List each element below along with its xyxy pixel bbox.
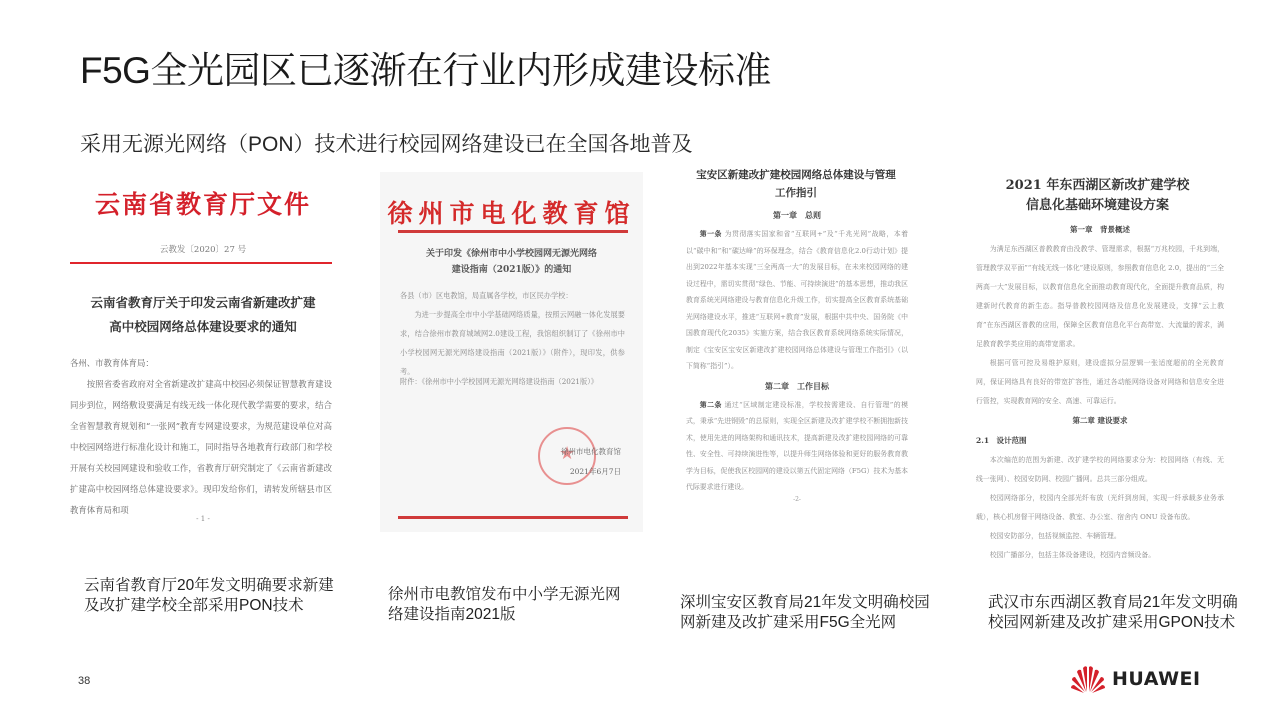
doc-salutation: 各州、市教育体育局：: [70, 358, 154, 368]
doc-chapter-heading: 第一章 背景概述: [1070, 225, 1130, 234]
doc-paragraph: 根据可管可控及易维护原则，建设虚拟分层逻辑一张适度超前的全光教育网，保证网络具有良好的带宽扩容性，通过各动能网络设备对网络和信息安全进行管控，实现教育网的安全、高速、可靠运行。: [976, 359, 1224, 405]
doc-paragraph: 校园安防部分，包括视频监控、车辆管理。: [989, 532, 1121, 540]
red-rule-divider-bottom: [398, 516, 628, 519]
doc-chapter-heading: 第一章 总则: [773, 210, 821, 220]
caption-yunnan: 云南省教育厅20年发文明确要求新建 及改扩建学校全部采用PON技术: [84, 577, 334, 614]
doc-paragraph: 为进一步提高全市中小学基础网络质量，按照云网融一体化发展要求，结合徐州市教育城域网2.0建设工程，我馆组织制订了《徐州市中小学校园网无源光网络建设指南（2021版）》（附件），现印发，供参考。: [400, 310, 625, 376]
slide-title: F5G全光园区已逐渐在行业内形成建设标准: [80, 50, 771, 91]
doc-attachment: 附件：《徐州市中小学校园网无源光网络建设指南（2021版）》: [400, 377, 598, 386]
doc-title: 云南省教育厅关于印发云南省新建改扩建 高中校园网络总体建设要求的通知: [90, 295, 316, 334]
caption-dongxihu: 武汉市东西湖区教育局21年发文明确 校园网新建及改扩建采用GPON技术: [988, 594, 1238, 631]
red-rule-divider: [70, 262, 332, 264]
page-number: 38: [78, 675, 91, 687]
doc-page-number: -2-: [793, 495, 801, 503]
document-image-dongxihu: [960, 170, 1235, 560]
doc-title: 关于印发《徐州市中小学校园网无源光网络 建设指南（2021版）》的通知: [425, 249, 597, 275]
doc-body: [976, 220, 1224, 560]
doc-paragraph: 第一条 为贯彻落实国家和省“互联网+”及“千兆光网”战略，本着以“碳中和”和“碳达峰”的环保理念，结合《教育信息化2.0行动计划》提出到2022年基本实现“三全两高一大”的发展目标，在未来校园网络的建设过程中，需切实贯彻“绿色、节能、可持续演进”的基本思想，推动我区教育系统光网络建设与教育信息化升级工作，切实提高全区教育系统基础光网络建设水平，推进“互联网+教育”发展，根据中共中央、国务院《中国教育现代化2035》实施方案，结合我区教育系统网络系统实际情况，制定《宝安区宝安区新建改扩建校园网络总体建设与管理工作指引》（以下简称“指引”）。: [686, 230, 908, 370]
doc-paragraph: 校园广播部分，包括主体设备建设，校园内音频设备。: [989, 551, 1156, 559]
doc-chapter-heading: 第二章 工作目标: [765, 380, 829, 391]
doc-title: 2021 年东西湖区新改扩建学校 信息化基础环境建设方案: [1005, 178, 1190, 213]
brand-name: HUAWEI: [1112, 668, 1201, 690]
caption-xuzhou: 徐州市电教馆发布中小学无源光网 络建设指南2021版: [388, 586, 621, 623]
doc-title: 宝安区新建改扩建校园网络总体建设与管理 工作指引: [696, 169, 896, 199]
document-image-baoan: [676, 160, 916, 535]
doc-chapter-heading: 第二章 建设要求: [1072, 416, 1128, 425]
huawei-petal-icon: [1070, 664, 1106, 694]
doc-header: 云南省教育厅文件: [94, 190, 311, 219]
caption-baoan: 深圳宝安区教育局21年发文明确校园 网新建及改扩建采用F5G全光网: [680, 594, 930, 631]
red-rule-divider: [398, 230, 628, 233]
document-image-xuzhou: [380, 172, 643, 532]
doc-salutation: 各县（市）区电教馆，局直属各学校，市区民办学校：: [400, 291, 573, 300]
doc-body: [400, 286, 625, 381]
doc-signature: 徐州市电化教育馆 2021年6月7日: [561, 447, 621, 476]
doc-paragraph: 为满足东西湖区普教教育由没教学、管理需求，根据“万兆校园，千兆到端，管理教学双平面”“有线无线一体化”建设原则，参照教育信息化 2.0，提出的“三全两高一大”发展目标，以教育信息化全面推动教育现代化，全面提升教育品质，构建新时代教育的新生态。指导普教校园网络及信息化发展建设，支撑“云上教育”在东西湖区普教的应用，保障全区教育信息化平台高带宽、大流量的需求，满足教育教学类应用的高带宽需求。: [976, 245, 1224, 348]
doc-paragraph: 本次编范的范围为新建、改扩建学校的网络要求分为：校园网络（有线、无线一张网）、校园安防网、校园广播网。总共三部分组成。: [976, 456, 1224, 483]
doc-header: 徐州市电化教育馆: [387, 199, 636, 228]
doc-body: [686, 204, 908, 503]
doc-section-heading: 2.1 设计范围: [976, 436, 1027, 445]
doc-body: [70, 353, 332, 521]
huawei-logo: [1070, 663, 1201, 695]
document-image-yunnan: [62, 175, 344, 535]
doc-page-number: - 1 -: [196, 515, 210, 523]
doc-number: 云教发〔2020〕27 号: [159, 245, 247, 255]
doc-paragraph: 按照省委省政府对全省新建改扩建高中校园必须保证智慧教育建设同步到位，网络敷设要满足有线无线一体化现代教学需要的要求，结合全省智慧教育规划和“一张网”教育专网建设要求，为规范建设单位对高中校园网络进行标准化设计和施工，同时指导各地教育行政部门和学校开展有关校园网建设和验收工作，省教育厅研究制定了《云南省新建改扩建高中校园网络总体建设要求》。现印发给你们，请转发所辖县市区教育体育局和项: [70, 379, 332, 515]
doc-paragraph: 校园网络部分，校园内全部光纤布放（光纤到房间，实现一纤承载多业务承载），核心机房督干网络设备、教室、办公室、宿舍内 ONU 设备布放。: [976, 494, 1224, 521]
doc-paragraph: 第二条 通过“区域制定建设标准，学校按需建设、自行管理”的模式，秉承“先进钢毁”的总原则，实现全区新建及改扩建学校不断拥抱新技术，使用先进的网络架构和通讯技术，提高新建及改扩建校园网络的可靠性、安全性、可持续演进性等，以提升师生网络体验和更好的服务教育教学为目标，促使我区校园网的建设以第五代固定网络（F5G）技术为基本代际要求进行建设。: [686, 400, 908, 491]
slide-subtitle: 采用无源光网络（PON）技术进行校园网络建设已在全国各地普及: [80, 133, 693, 156]
